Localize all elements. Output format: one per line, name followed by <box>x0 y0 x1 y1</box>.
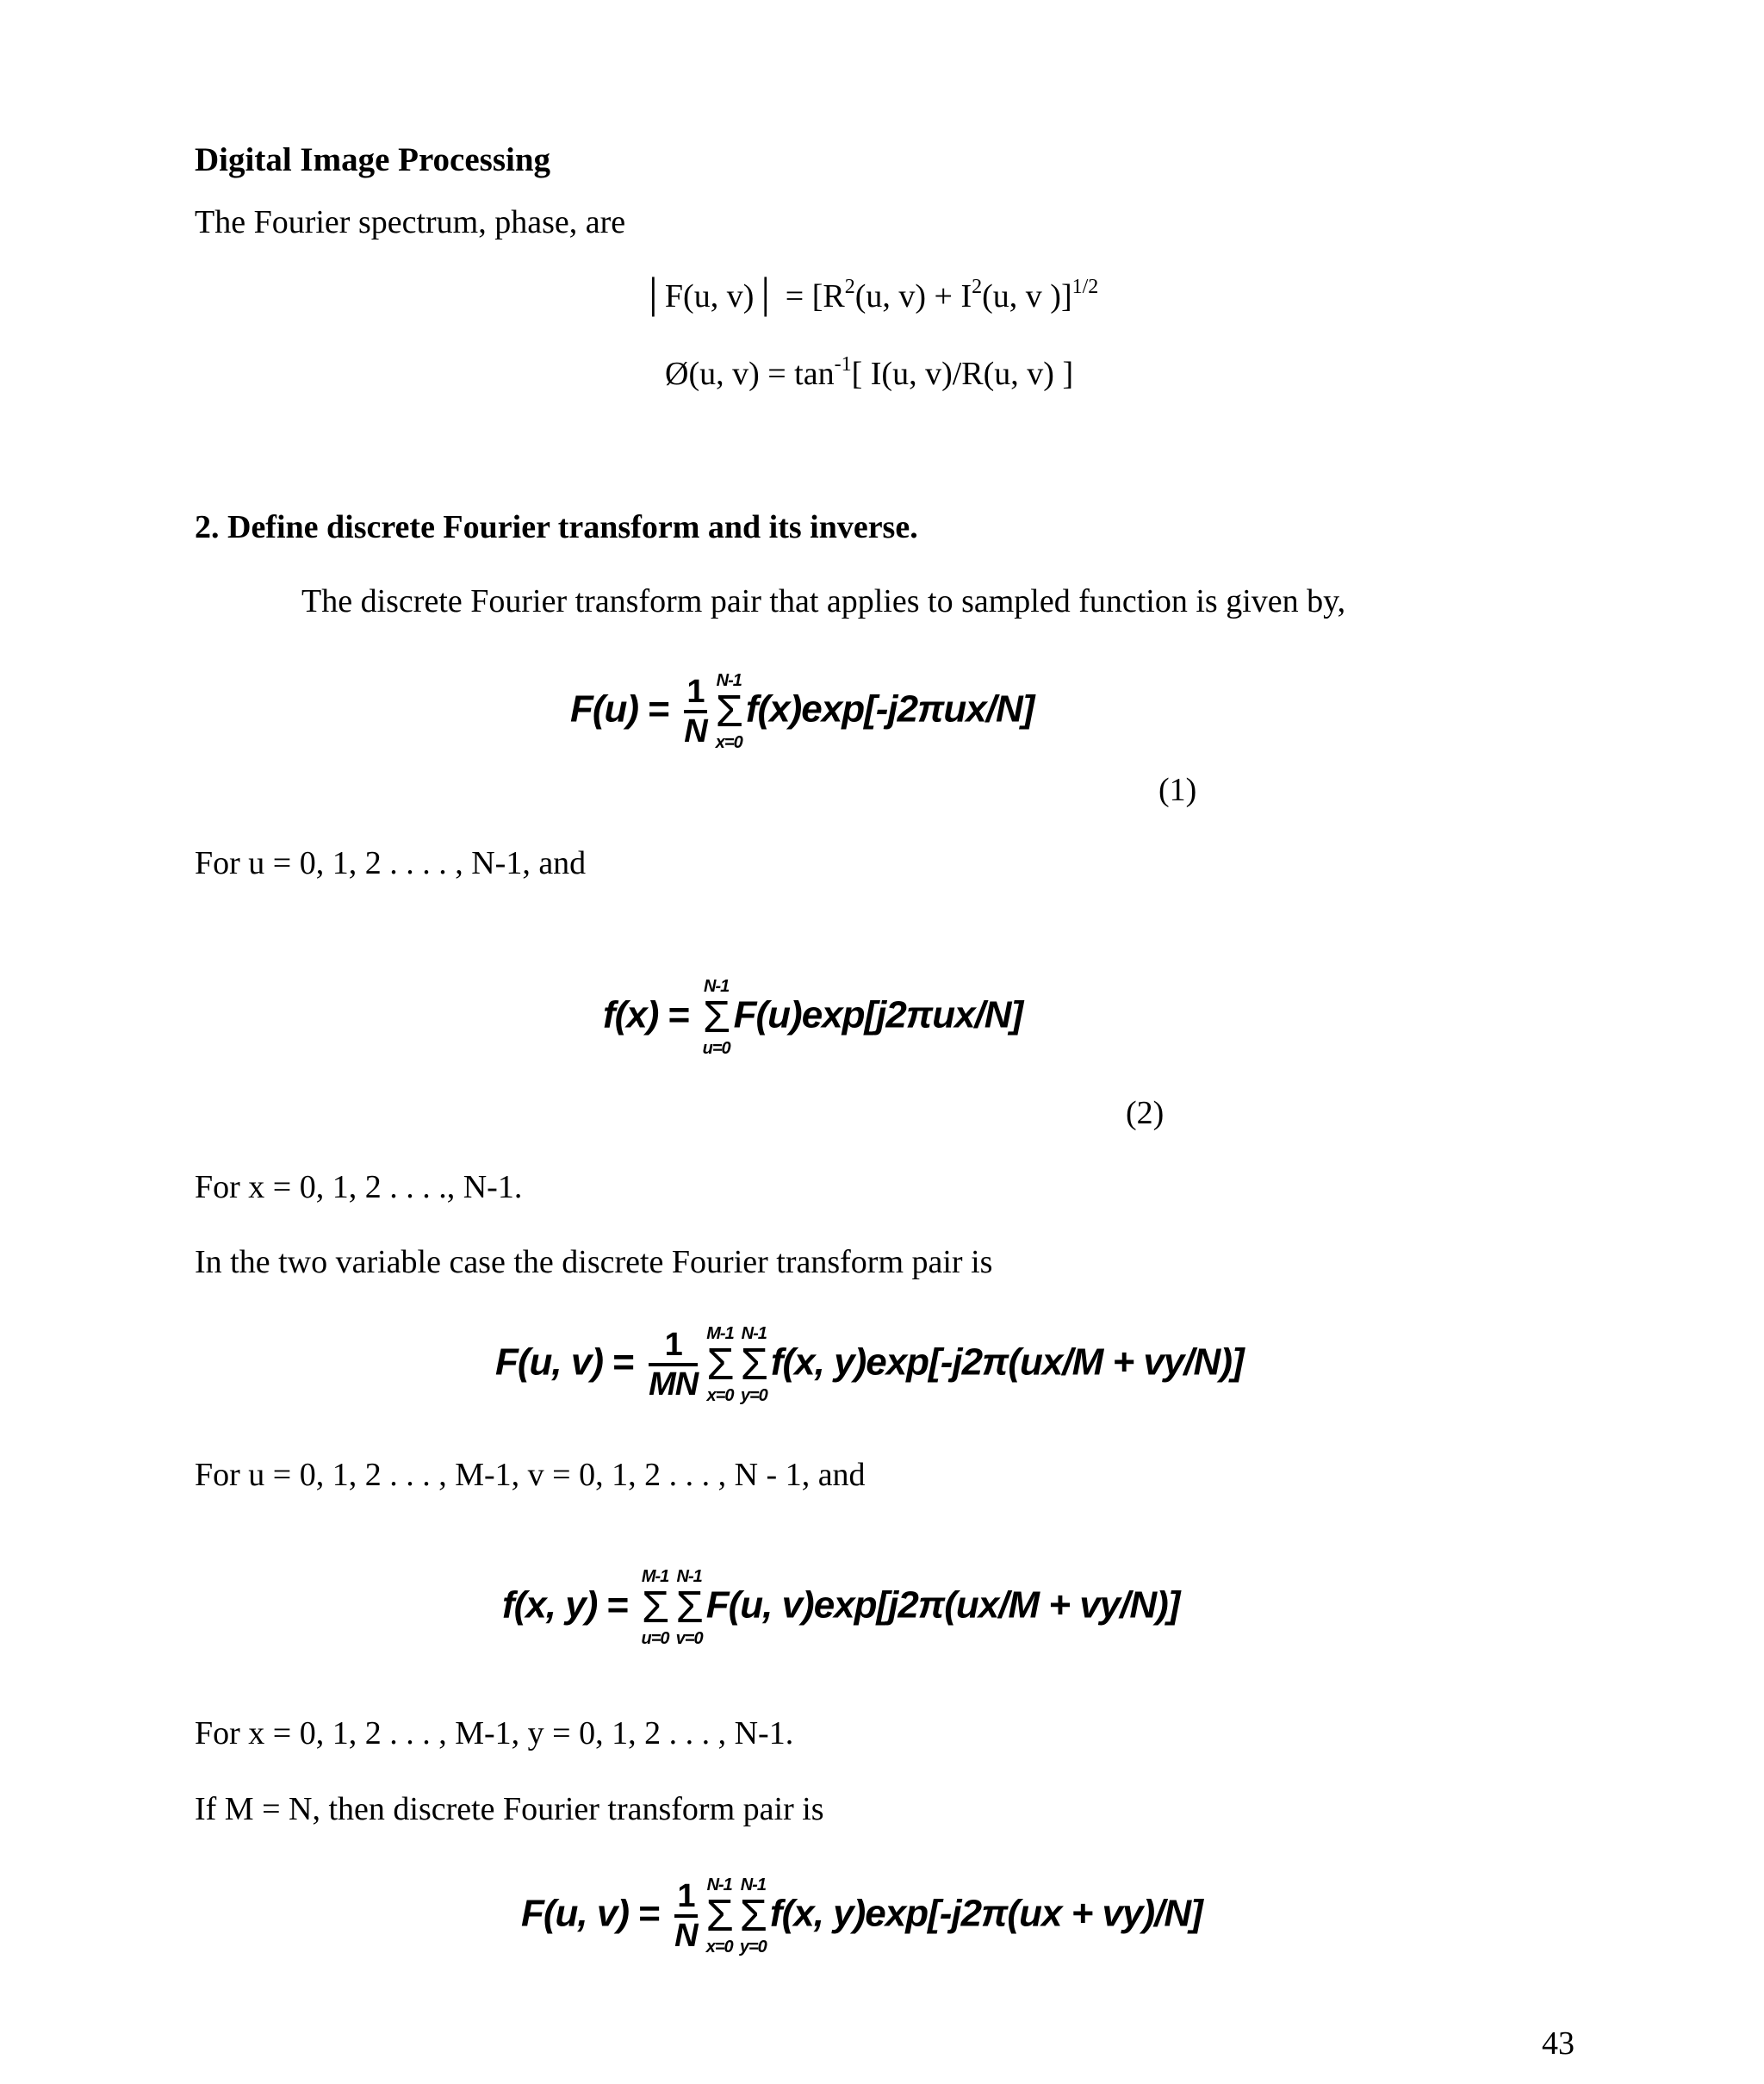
paragraph-7: If M = N, then discrete Fourier transform pair is <box>195 1791 824 1827</box>
sum-symbol: N-1 Σ x=0 <box>705 1876 733 1956</box>
paragraph-3: For x = 0, 1, 2 . . . ., N-1. <box>195 1169 523 1205</box>
idft-2d-formula: f(x, y) = M-1 Σ u=0 N-1 Σ v=0 F(u, v)exp[j2π(ux/M + vy/N)] <box>502 1567 1180 1648</box>
page-number: 43 <box>1542 2025 1575 2062</box>
dft-square-formula: F(u, v) = $\frac{1}{N}$ N-1 Σ x=0 N-1 Σ y=0 f(x, y)exp[-j2π(ux + vy)/N] <box>521 1876 1202 1956</box>
sum-symbol: N-1 Σ u=0 <box>702 977 730 1058</box>
equation-number-2: (2) <box>1126 1095 1165 1131</box>
sum-symbol: M-1 Σ x=0 <box>706 1324 734 1405</box>
fraction: $\frac{1}{N}$ <box>674 1878 698 1954</box>
dft-2d-formula: F(u, v) = $\frac{1}{MN}$ M-1 Σ x=0 N-1 Σ y=0 f(x, y)exp[-j2π(ux/M + vy/N)] <box>495 1324 1244 1405</box>
spectrum-lhs: │F(u, v)│ <box>642 278 778 314</box>
paragraph-5: For u = 0, 1, 2 . . . , M-1, v = 0, 1, 2 . . . , N - 1, and <box>195 1457 866 1493</box>
phase-formula: Ø(u, $v) = \tan^{-1}$[ I(u, v)/R(u, v) ] <box>665 353 1074 392</box>
sum-symbol: N-1 Σ y=0 <box>739 1876 767 1956</box>
page-header: Digital Image Processing <box>195 141 551 178</box>
paragraph-4: In the two variable case the discrete Fourier transform pair is <box>195 1244 993 1280</box>
sum-symbol: M-1 Σ u=0 <box>641 1567 669 1648</box>
idft-formula: f(x) = N-1 Σ u=0 F(u)exp[j2πux/N] <box>603 977 1023 1058</box>
equation-number-1: (1) <box>1158 772 1197 808</box>
sum-symbol: N-1 Σ y=0 <box>740 1324 767 1405</box>
dft-formula: F(u) = $\frac{1}{N}$ N-1 Σ x=0 f(x)exp[-j2πux/N] <box>570 671 1034 752</box>
paragraph-6: For x = 0, 1, 2 . . . , M-1, y = 0, 1, 2 . . . , N-1. <box>195 1715 794 1751</box>
fraction: $\frac{1}{MN}$ <box>649 1327 699 1403</box>
fraction: $\frac{1}{N}$ <box>684 674 707 750</box>
sum-symbol: N-1 Σ x=0 <box>715 671 742 752</box>
paragraph-2: For u = 0, 1, 2 . . . . , N-1, and <box>195 845 587 881</box>
sum-symbol: N-1 Σ v=0 <box>675 1567 703 1648</box>
question-heading: 2. Define discrete Fourier transform and its inverse. <box>195 509 918 545</box>
spectrum-formula: │F(u, v)│ = [$R^2(u$, $v) + I^2(u$, v )]$^{1/2}$ <box>642 276 1099 314</box>
intro-text: The Fourier spectrum, phase, are <box>195 204 626 240</box>
paragraph-1: The discrete Fourier transform pair that applies to sampled function is given by, <box>301 583 1346 619</box>
